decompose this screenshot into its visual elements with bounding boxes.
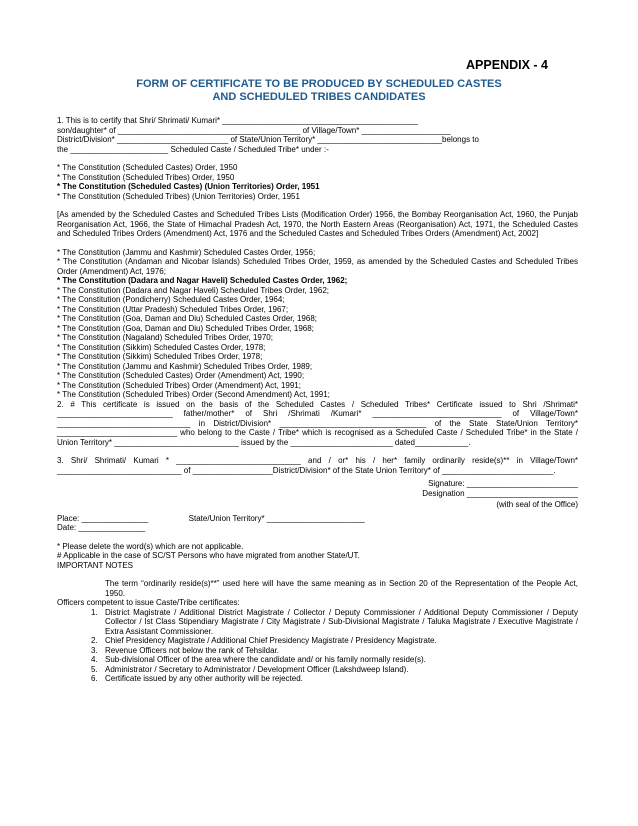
- seal-note: (with seal of the Office): [496, 500, 578, 509]
- para1-line-1: 1. This is to certify that Shri/ Shrimati/ Kumari* ____________________________________________: [57, 116, 419, 125]
- officers-heading: Officers competent to issue Caste/Tribe certificates:: [57, 598, 240, 607]
- list-item: 6. Certificate issued by any other authority will be rejected.: [91, 674, 303, 683]
- order-item: * The Constitution (Jammu and Kashmir) Scheduled Castes Order, 1956;: [57, 247, 316, 257]
- list-item: 5. Administrator / Secretary to Administrator / Development Officer (Lakshdweep Island).: [91, 664, 409, 674]
- order-item: * The Constitution (Scheduled Castes) Order, 1950: [57, 163, 238, 172]
- order-item: * The Constitution (Dadara and Nagar Haveli) Scheduled Tribes Order, 1962;: [57, 285, 330, 295]
- orders-list-2: [57, 248, 578, 400]
- para1-line-4: the ______________________ Scheduled Caste / Scheduled Tribe* under :-: [57, 144, 329, 154]
- list-item: 3. Revenue Officers not below the rank of Tehsildar.: [91, 645, 280, 655]
- list-item: 1. District Magistrate / Additional District Magistrate / Collector / Deputy Commissioner / Additional Deputy Commissioner / Deputy Collector / Ist Class Stipendiary Magistrate / City Magistrate / Sub-Divisional Magistrate / Taluka Magistrate / Executive Magistrate / Extra Assistant Commissioner.: [91, 607, 578, 636]
- order-item: * The Constitution (Scheduled Tribes) Order (Second Amendment) Act, 1991;: [57, 390, 330, 399]
- list-item: 2. Chief Presidency Magistrate / Additional Chief Presidency Magistrate / Presidency Magistrate.: [91, 636, 437, 645]
- order-item: * The Constitution (Scheduled Tribes) Order, 1950: [57, 172, 235, 182]
- footnote: # Applicable in the case of SC/ST Persons who have migrated from another State/UT.: [57, 551, 360, 560]
- appendix-label: APPENDIX - 4: [466, 58, 548, 72]
- order-item: * The Constitution (Nagaland) Scheduled Tribes Order, 1970;: [57, 333, 273, 342]
- para1-line-2: son/daughter* of _________________________________________ of Village/Town* ____________________: [57, 125, 451, 135]
- order-item: * The Constitution (Pondicherry) Scheduled Castes Order, 1964;: [57, 295, 285, 304]
- order-item: * The Constitution (Jammu and Kashmir) Scheduled Tribes Order, 1989;: [57, 361, 313, 371]
- order-item: * The Constitution (Goa, Daman and Diu) Scheduled Tribes Order, 1968;: [57, 323, 314, 333]
- order-item: * The Constitution (Scheduled Castes) (Union Territories) Order, 1951: [57, 182, 320, 191]
- order-item: * The Constitution (Scheduled Tribes) Order (Amendment) Act, 1991;: [57, 380, 301, 390]
- order-item: * The Constitution (Sikkim) Scheduled Castes Order, 1978;: [57, 342, 266, 352]
- order-item: * The Constitution (Dadara and Nagar Haveli) Scheduled Castes Order, 1962;: [57, 276, 348, 285]
- document-body: [57, 116, 578, 684]
- state-ut-field: State/Union Territory* ______________________: [188, 513, 365, 523]
- order-item: * The Constitution (Goa, Daman and Diu) Scheduled Castes Order, 1968;: [57, 314, 317, 323]
- paragraph-1: [57, 116, 578, 154]
- date-field: Date: _______________: [57, 523, 146, 532]
- list-item: 4. Sub-divisional Officer of the area where the candidate and/ or his family normally reside(s).: [91, 655, 426, 664]
- place-row: [57, 514, 578, 524]
- amendment-note: [As amended by the Scheduled Castes and Scheduled Tribes Lists (Modification Order) 1956, the Bombay Reorganisation Act, 1960, the Punjab Reorganisation Act, 1966, the State of Himachal Pradesh Act, 1970, the North Eastern Areas (Reorganisation) Act, 1971, the Scheduled Castes and Scheduled Tribes Orders (Amendment) Act, 1976 and the Scheduled Castes and Scheduled Tribes Orders (Amendment) Act, 2002]: [57, 210, 578, 238]
- orders-list-1: [57, 163, 578, 201]
- officers-list: [57, 608, 578, 684]
- footnote: * Please delete the word(s) which are not applicable.: [57, 541, 244, 551]
- place-field: Place: _______________: [57, 513, 149, 523]
- title-line-2: AND SCHEDULED TRIBES CANDIDATES: [212, 91, 426, 103]
- document-title: [60, 78, 578, 104]
- order-item: * The Constitution (Andaman and Nicobar Islands) Scheduled Tribes Order, 1959, as amended by the Scheduled Castes and Scheduled Tribes Order (Amendment) Act, 1976;: [57, 257, 578, 276]
- order-item: * The Constitution (Scheduled Tribes) (Union Territories) Order, 1951: [57, 191, 300, 201]
- para1-line-3: District/Division* _________________________ of State/Union Territory* ____________________________belongs to: [57, 135, 479, 144]
- order-item: * The Constitution (Scheduled Castes) Order (Amendment) Act, 1990;: [57, 371, 305, 380]
- order-item: * The Constitution (Sikkim) Scheduled Tribes Order, 1978;: [57, 352, 263, 361]
- designation-line: Designation _________________________: [422, 488, 578, 498]
- paragraph-3: 3. Shri/ Shrimati/ Kumari * ____________________________ and / or* his / her* family ordinarily reside(s)** in Village/Town* ____________________________ of __________________District/Division* of the State Union Territory* of _________________________.: [57, 456, 578, 475]
- signature-line: Signature: _________________________: [428, 479, 578, 488]
- paragraph-2: 2. # This certificate is issued on the basis of the Scheduled Castes / Scheduled Tribes* Certificate issued to Shri /Shrimati* __________________________ father/mother* of Shri /Shrimati /Kumari* _____________________________ of Village/Town* ______________________________ in District/Division* _________________________________ of the State State/Union Territory* ___________________________ who belong to the Caste / Tribe* which is recognised as a Scheduled Caste / Scheduled Tribe* in the State / Union Territory* ____________________________ issued by the _______________________ dated____________.: [57, 399, 578, 447]
- order-item: * The Constitution (Uttar Pradesh) Scheduled Tribes Order, 1967;: [57, 304, 289, 314]
- title-line-1: FORM OF CERTIFICATE TO BE PRODUCED BY SCHEDULED CASTES: [136, 78, 502, 90]
- important-notes-heading: IMPORTANT NOTES: [57, 560, 134, 570]
- term-note: The term “ordinarily reside(s)**” used here will have the same meaning as in Section 20 of the Representation of the People Act, 1950.: [105, 579, 578, 598]
